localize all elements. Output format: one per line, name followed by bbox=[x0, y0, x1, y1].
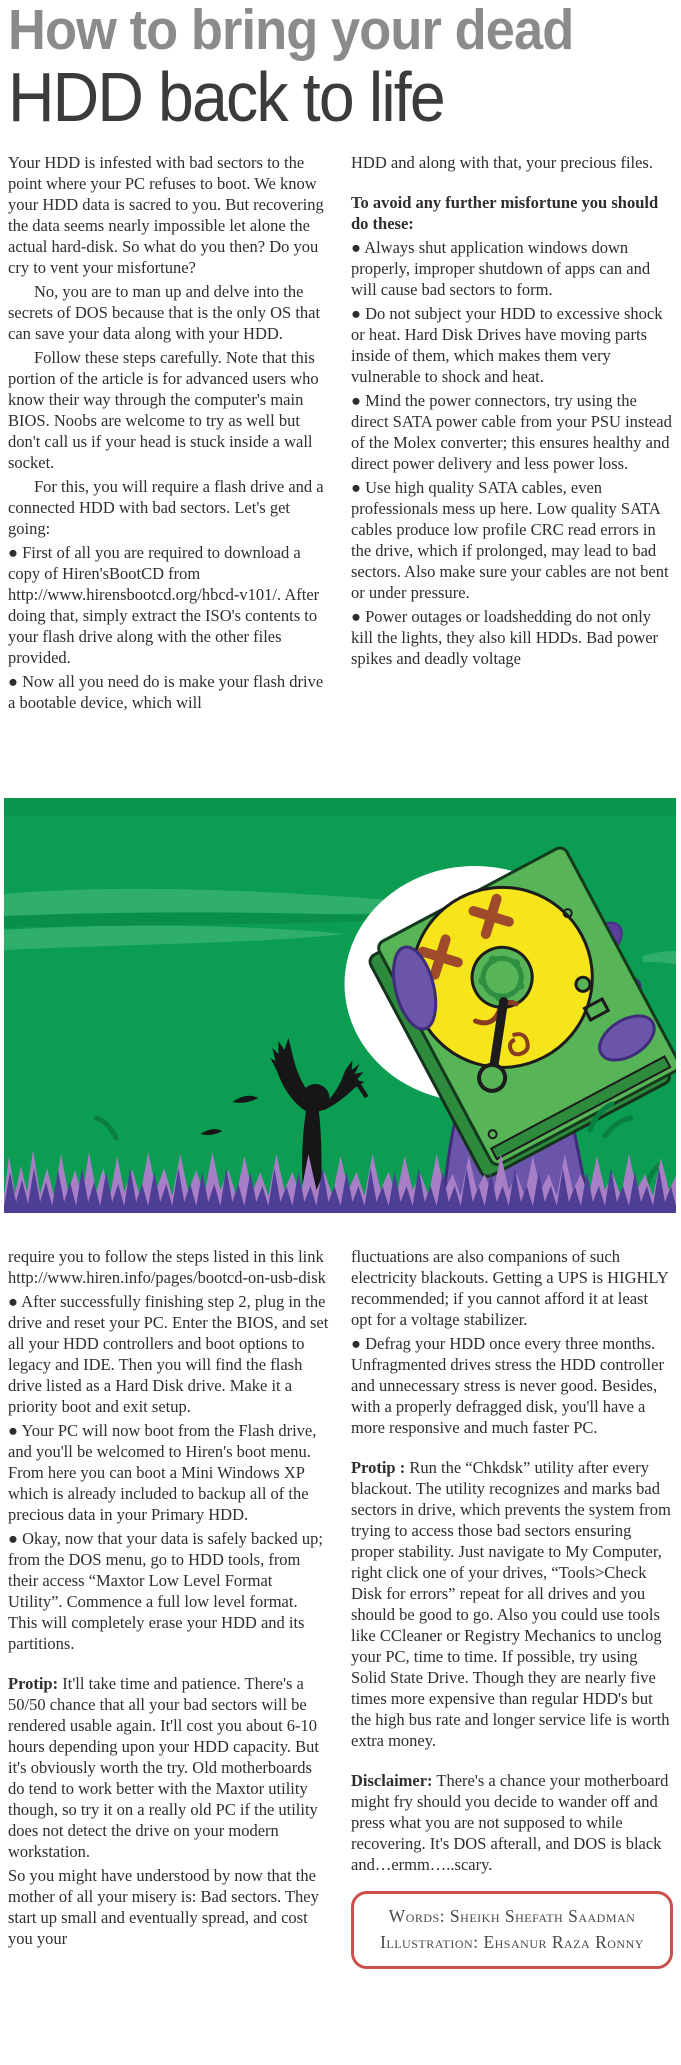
paragraph: fluctuations are also companions of such electricity blackouts. Getting a UPS is HIGHLY recommended; if you cannot afford it at least opt for a voltage stabilizer. bbox=[351, 1247, 669, 1329]
protip-paragraph: Protip : Run the “Chkdsk” utility after every blackout. The utility recognizes and marks bad sectors in drive, which prevents the system from trying to access those bad sectors ensuring proper stability. Just navigate to My Computer, right click one of your drives, “Tools>Check Disk for errors” repeat for all drives and you should be good to go. Also you could use tools like CCleaner or Registry Mechanics to unclog your PC, time to time. If possible, try using Solid State Drive. Though they are nearly five times more expensive than regular HDD's but the high bus rate and longer service life is worth extra money. bbox=[351, 1458, 671, 1750]
credits-box bbox=[351, 1891, 673, 1969]
column-bottom-left bbox=[8, 1246, 330, 2065]
sky-top-band bbox=[4, 798, 676, 816]
zombie-hdd-illustration bbox=[4, 798, 676, 1213]
disclaimer-paragraph: Disclaimer: There's a chance your motherboard might fry should you decide to wander off and press what you are not supposed to while recovering. It's DOS afterall, and DOS is black and…ermm…..scary. bbox=[351, 1771, 669, 1874]
credits-words: Words: Sheikh Shefath Saadman bbox=[388, 1906, 636, 1926]
paragraph: Your HDD is infested with bad sectors to the point where your PC refuses to boot. We know your HDD data is sacred to you. But recovering the data seems nearly impossible let alone the actual hard-disk. So what do you then? Do you cry to vent your misfortune? bbox=[8, 153, 324, 277]
protip-label: Protip : bbox=[351, 1458, 406, 1477]
bottom-text-block bbox=[8, 1246, 673, 2065]
paragraph: For this, you will require a flash drive and a connected HDD with bad sectors. Let's get going: bbox=[8, 477, 324, 538]
bullet-item: ● Do not subject your HDD to excessive shock or heat. Hard Disk Drives have moving parts inside of them, which makes them very vulnerable to shock and heat. bbox=[351, 304, 663, 386]
paragraph: So you might have understood by now that the mother of all your misery is: Bad sectors. They start up small and eventually spread, and cost you your bbox=[8, 1866, 319, 1948]
bullet-item: ● Your PC will now boot from the Flash drive, and you'll be welcomed to Hiren's boot menu. From here you can boot a Mini Windows XP which is already included to backup all of the precious data in your Primary HDD. bbox=[8, 1421, 317, 1524]
bullet-item: ● Always shut application windows down properly, improper shutdown of apps can and will cause bad sectors to form. bbox=[351, 238, 651, 299]
bullet-item: ● Mind the power connectors, try using the direct SATA power cable from your PSU instead of the Molex converter; this ensures healthy and direct power delivery and less power loss. bbox=[351, 391, 672, 473]
column-top-left bbox=[8, 152, 330, 792]
bullet-item: ● Now all you need do is make your flash drive a bootable device, which will bbox=[8, 672, 324, 712]
paragraph: require you to follow the steps listed in this link http://www.hiren.info/pages/bootcd-on-usb-disk bbox=[8, 1247, 326, 1287]
protip-label: Protip: bbox=[8, 1674, 59, 1693]
bullet-item: ● After successfully finishing step 2, plug in the drive and reset your PC. Enter the BIOS, and set all your HDD controllers and boot options to legacy and IDE. Then you will find the flash drive listed as a Hard Disk drive. Make it a priority boot and exit setup. bbox=[8, 1292, 329, 1416]
bullet-item: ● First of all you are required to download a copy of Hiren'sBootCD from http://www.hirensbootcd.org/hbcd-v101/. After doing that, simply extract the ISO's contents to your flash drive along with the other files provided. bbox=[8, 543, 320, 667]
bullet-item: ● Defrag your HDD once every three months. Unfragmented drives stress the HDD controller and unnecessary stress is never good. Besides, with a properly defragged disk, you'll have a more responsive and much faster PC. bbox=[351, 1334, 664, 1437]
paragraph: No, you are to man up and delve into the secrets of DOS because that is the only OS that can save your data along with your HDD. bbox=[8, 282, 321, 343]
column-top-right bbox=[351, 152, 673, 792]
paragraph: Follow these steps carefully. Note that this portion of the article is for advanced users who know their way through the computer's main BIOS. Noobs are welcome to try as well but don't call us if your head is stuck inside a wall socket. bbox=[8, 348, 319, 472]
section-heading: To avoid any further misfortune you should do these: bbox=[351, 193, 659, 233]
top-text-block bbox=[8, 152, 673, 792]
bullet-item: ● Use high quality SATA cables, even professionals mess up here. Low quality SATA cables produce low profile CRC read errors in the drive, which if prolonged, may lead to bad sectors. Also make sure your cables are not bent or under pressure. bbox=[351, 478, 669, 602]
disclaimer-label: Disclaimer: bbox=[351, 1771, 433, 1790]
page-title-line1: How to bring your dead bbox=[8, 0, 574, 62]
bullet-item: ● Power outages or loadshedding do not only kill the lights, they also kill HDDs. Bad power spikes and deadly voltage bbox=[351, 607, 659, 668]
credits-illustration: Illustration: Ehsanur Raza Ronny bbox=[380, 1932, 644, 1953]
bullet-item: ● Okay, now that your data is safely backed up; from the DOS menu, go to HDD tools, from their access “Maxtor Low Level Format Utility”. Commence a full low level format. This will completely erase your HDD and its partitions. bbox=[8, 1529, 323, 1653]
protip-paragraph: Protip: It'll take time and patience. There's a 50/50 chance that all your bad sectors will be rendered usable again. It'll cost you about 6-10 hours depending upon your HDD capacity. But it's obviously worth the try. Old motherboards do tend to work better with the Maxtor utility though, so try it on a really old PC if the utility does not detect the drive on your modern workstation. bbox=[8, 1674, 319, 1861]
page-title-line2: HDD back to life bbox=[8, 58, 444, 136]
paragraph: HDD and along with that, your precious files. bbox=[351, 153, 653, 172]
column-bottom-right bbox=[351, 1246, 673, 2065]
